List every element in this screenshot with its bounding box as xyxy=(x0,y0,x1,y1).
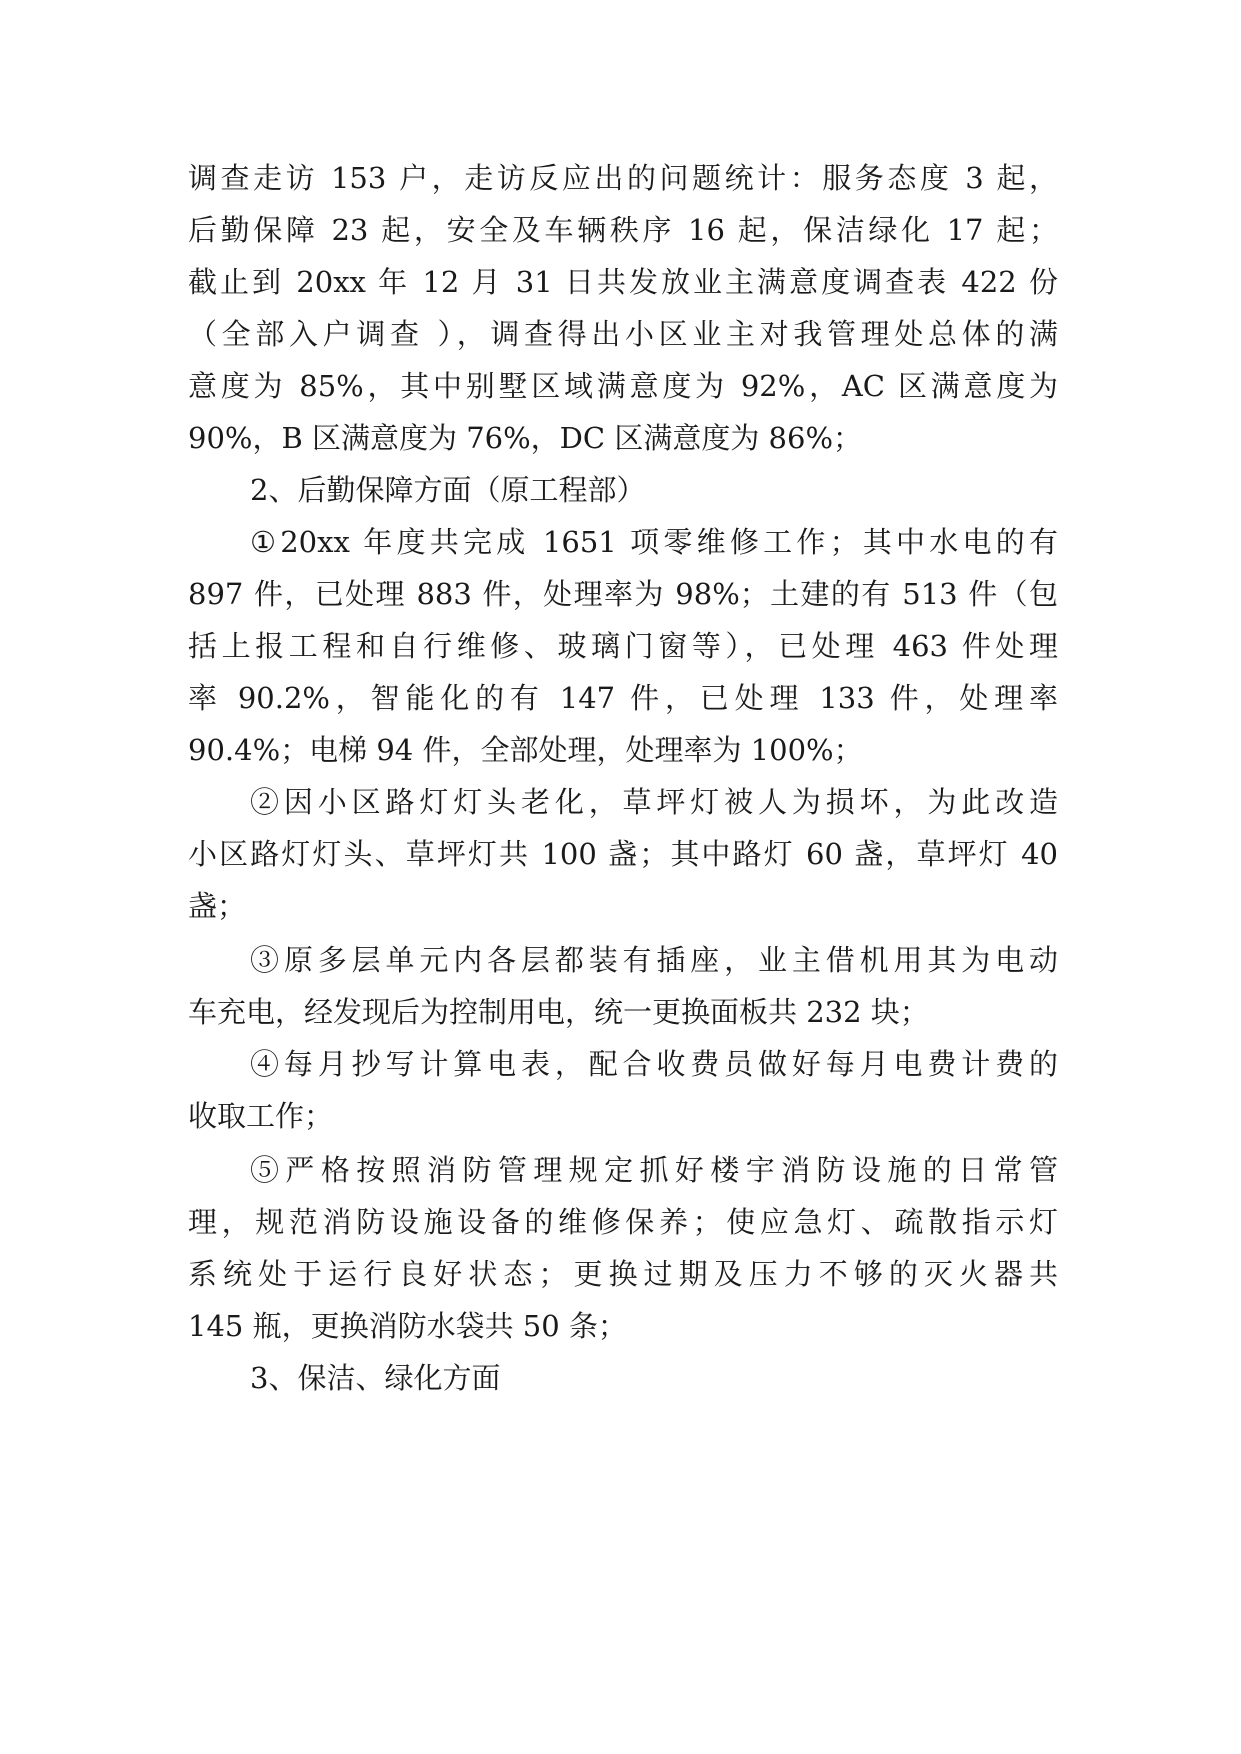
text-line: 括上报工程和自行维修、玻璃门窗等），已处理 463 件处理 xyxy=(188,629,1058,663)
text-line: 收取工作； xyxy=(188,1099,334,1133)
text-line: 调查走访 153 户，走访反应出的问题统计：服务态度 3 起， xyxy=(188,161,1058,195)
text-line: 小区路灯灯头、草坪灯共 100 盏；其中路灯 60 盏，草坪灯 40 xyxy=(188,837,1058,871)
text-line: （全部入户调查 ），调查得出小区业主对我管理处总体的满 xyxy=(188,317,1058,351)
text-line: 90.4%；电梯 94 件，全部处理，处理率为 100%； xyxy=(188,733,863,767)
text-line: ④每月抄写计算电表，配合收费员做好每月电费计费的 xyxy=(250,1047,1058,1081)
text-line: 系统处于运行良好状态；更换过期及压力不够的灭火器共 xyxy=(188,1257,1058,1291)
text-line: ③原多层单元内各层都装有插座，业主借机用其为电动 xyxy=(250,943,1058,977)
text-line: 率 90.2%，智能化的有 147 件，已处理 133 件，处理率 xyxy=(188,681,1058,715)
text-line: 车充电，经发现后为控制用电，统一更换面板共 232 块； xyxy=(188,995,929,1029)
text-line: 意度为 85%，其中别墅区域满意度为 92%，AC 区满意度为 xyxy=(188,369,1058,403)
section-heading: 3、保洁、绿化方面 xyxy=(250,1361,501,1395)
text-line: ②因小区路灯灯头老化，草坪灯被人为损坏，为此改造 xyxy=(250,785,1058,819)
text-line: 145 瓶，更换消防水袋共 50 条； xyxy=(188,1309,627,1343)
text-line: 897 件，已处理 883 件，处理率为 98%；土建的有 513 件（包 xyxy=(188,577,1058,611)
text-line: ⑤严格按照消防管理规定抓好楼宇消防设施的日常管 xyxy=(250,1153,1058,1187)
text-line: ①20xx 年度共完成 1651 项零维修工作；其中水电的有 xyxy=(250,525,1058,559)
text-line: 截止到 20xx 年 12 月 31 日共发放业主满意度调查表 422 份 xyxy=(188,265,1058,299)
text-line: 90%，B 区满意度为 76%，DC 区满意度为 86%； xyxy=(188,421,862,455)
text-line: 后勤保障 23 起，安全及车辆秩序 16 起，保洁绿化 17 起； xyxy=(188,213,1058,247)
section-heading: 2、后勤保障方面（原工程部） xyxy=(250,473,646,507)
text-line: 理，规范消防设施设备的维修保养；使应急灯、疏散指示灯 xyxy=(188,1205,1058,1239)
text-line: 盏； xyxy=(188,889,247,923)
